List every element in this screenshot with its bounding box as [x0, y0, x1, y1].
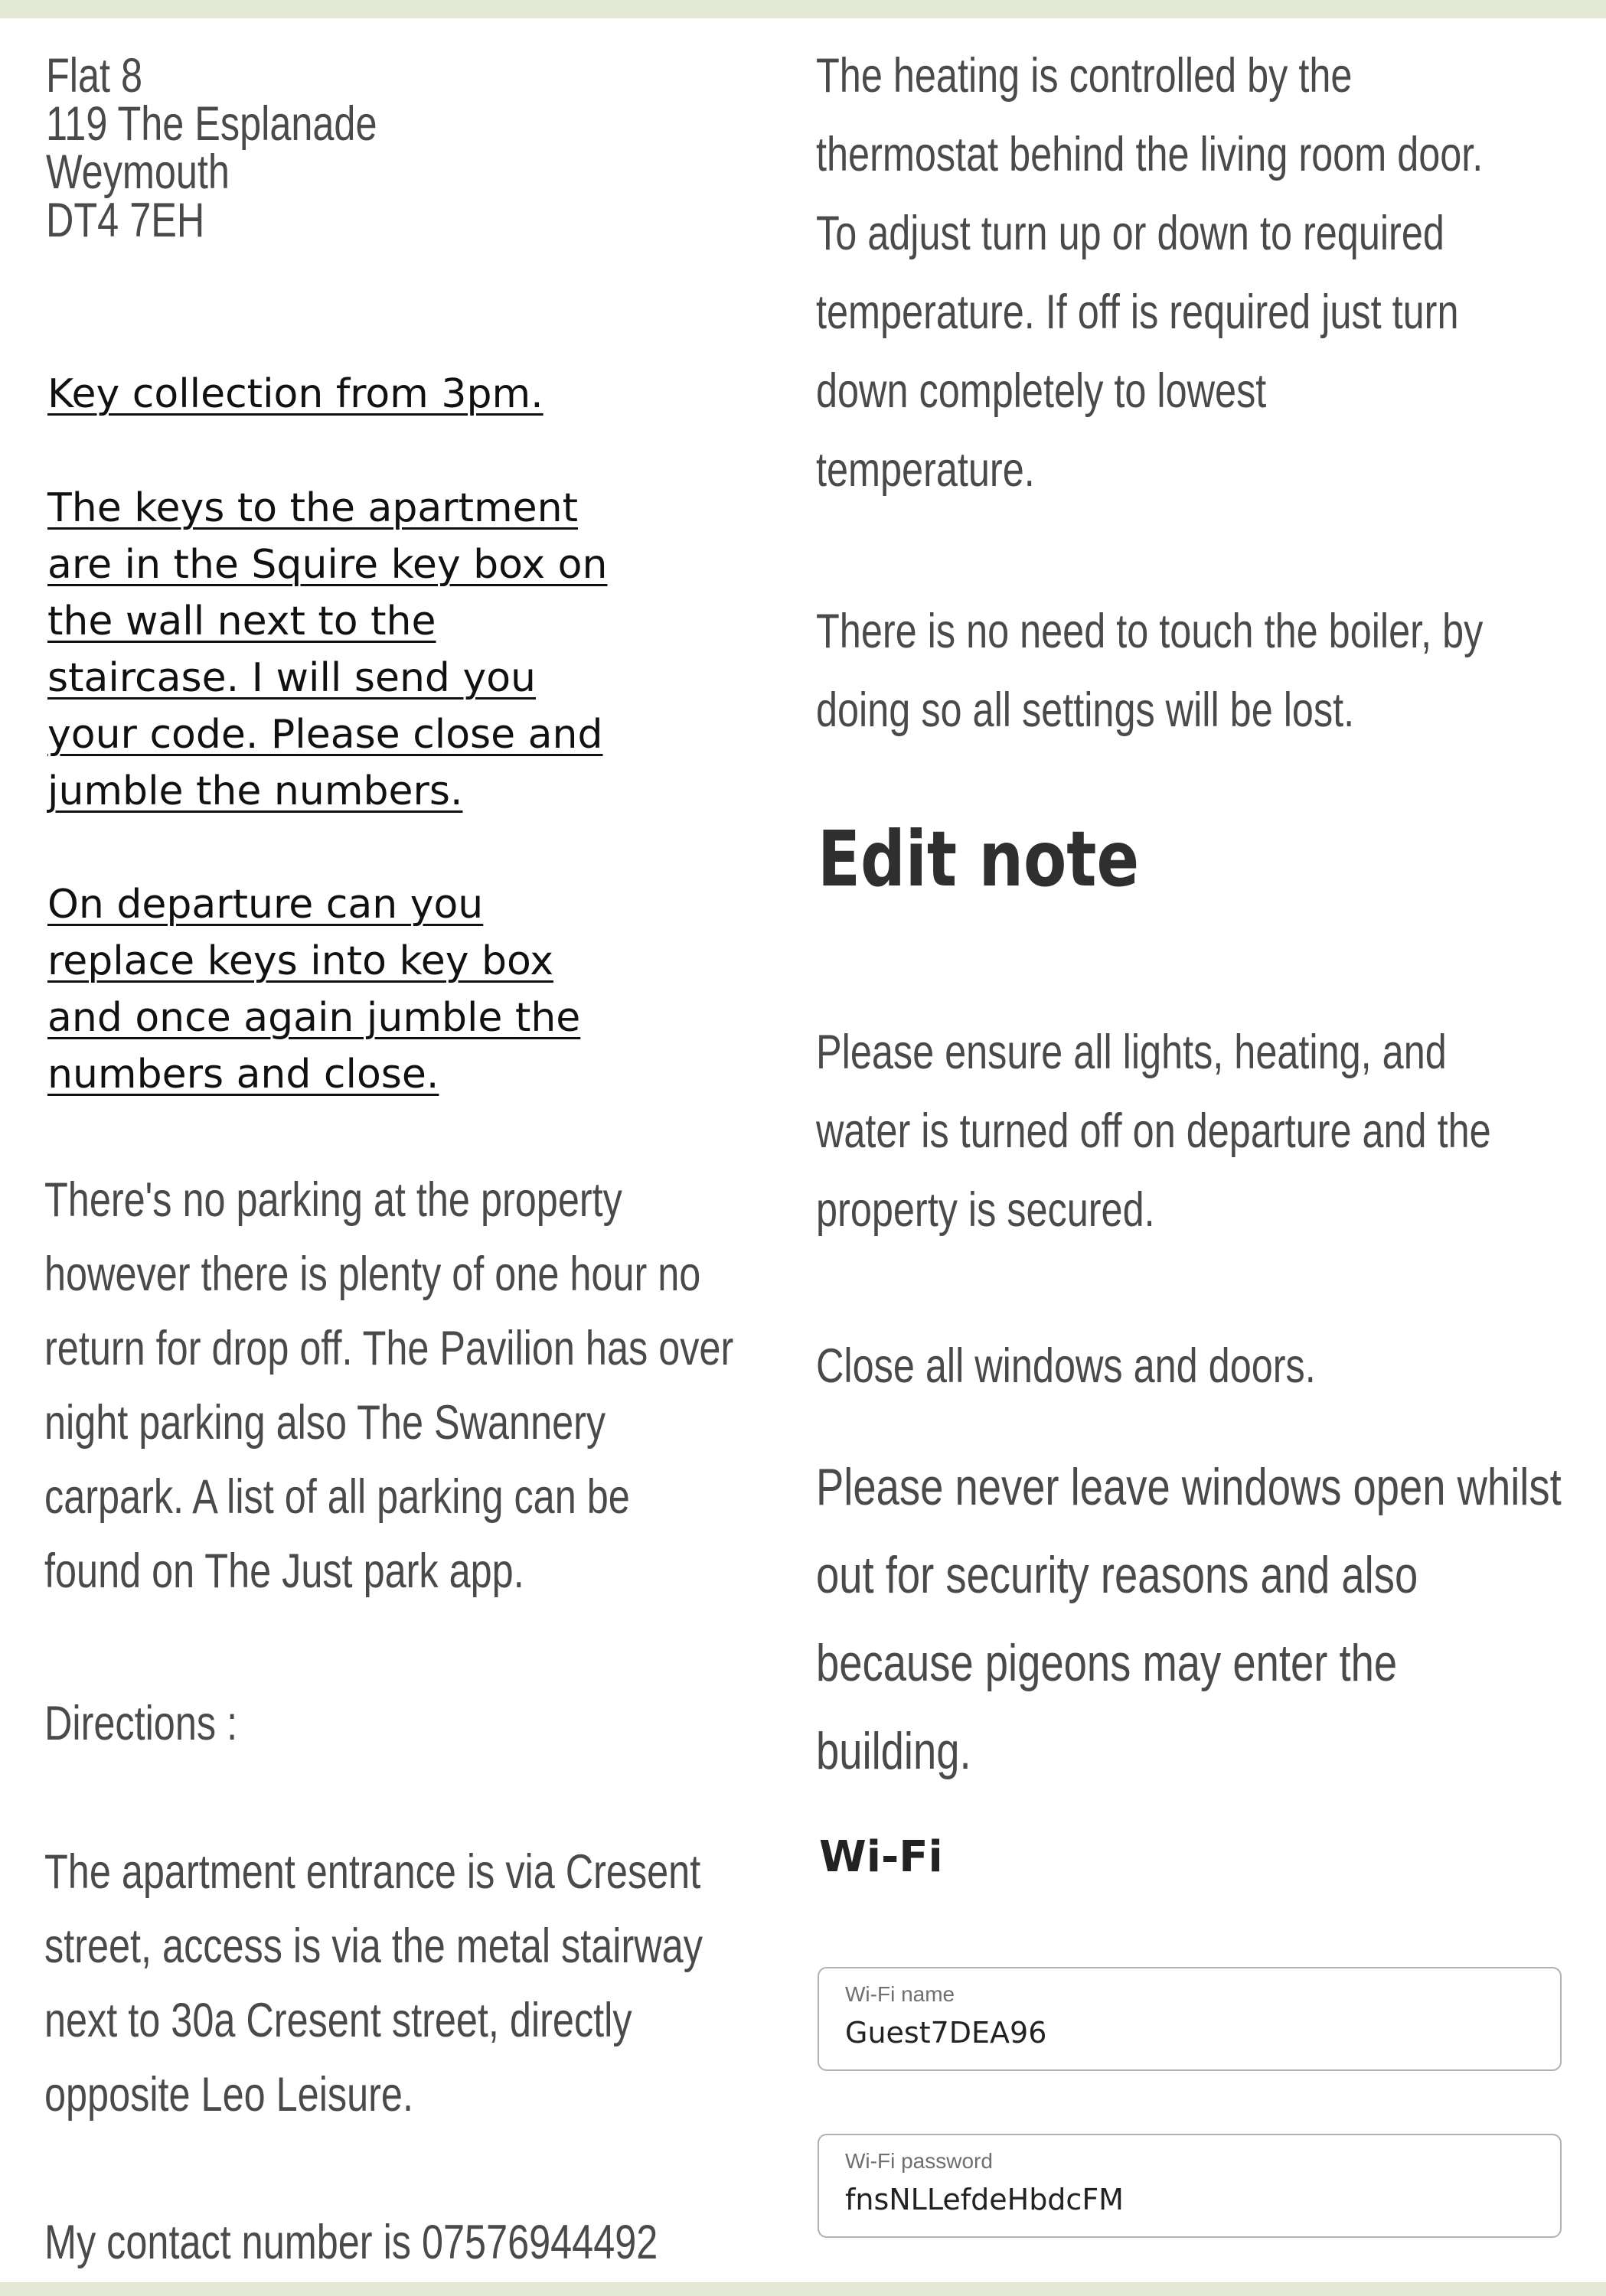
wifi-password-input[interactable] — [845, 2183, 1534, 2216]
security-note — [816, 1443, 1562, 1795]
heating-line: thermostat behind the living room door. — [816, 128, 1484, 181]
wifi-password-label: Wi-Fi password — [845, 2149, 993, 2173]
heating-info — [816, 37, 1483, 510]
parking-line: however there is plenty of one hour no — [44, 1247, 701, 1301]
parking-line: found on The Just park app. — [44, 1544, 524, 1598]
close-windows-note: Close all windows and doors. — [816, 1339, 1316, 1393]
parking-info — [44, 1163, 733, 1609]
directions-line: opposite Leo Leisure. — [44, 2068, 413, 2122]
directions-label: Directions : — [44, 1697, 238, 1750]
key-instructions-line: The keys to the apartment — [47, 485, 578, 531]
security-line: because pigeons may enter the — [816, 1634, 1398, 1692]
contact-number: My contact number is 07576944492 — [44, 2216, 658, 2269]
wifi-heading: Wi-Fi — [819, 1832, 943, 1882]
departure-checklist-line: property is secured. — [816, 1183, 1155, 1237]
right-panel — [770, 18, 1606, 2282]
wifi-name-label: Wi-Fi name — [845, 1982, 955, 2006]
security-line: building. — [816, 1722, 971, 1780]
directions-line: street, access is via the metal stairway — [44, 1919, 703, 1973]
wifi-password-field[interactable] — [818, 2134, 1562, 2238]
departure-line: replace keys into key box — [47, 938, 553, 984]
security-line: Please never leave windows open whilst — [816, 1458, 1562, 1516]
heating-line: temperature. — [816, 443, 1035, 497]
key-collection-heading: Key collection from 3pm. — [47, 371, 543, 417]
boiler-info — [816, 592, 1483, 750]
parking-line: carpark. A list of all parking can be — [44, 1470, 630, 1524]
departure-instructions — [47, 876, 580, 1103]
address-line: Flat 8 — [46, 49, 143, 103]
key-instructions-line: staircase. I will send you — [47, 655, 537, 701]
parking-line: return for drop off. The Pavilion has over — [44, 1322, 734, 1375]
address-block — [46, 49, 377, 247]
security-line: out for security reasons and also — [816, 1546, 1418, 1604]
wifi-name-field[interactable] — [818, 1967, 1562, 2071]
edit-note-title: Edit note — [818, 814, 1140, 904]
departure-checklist-line: Please ensure all lights, heating, and — [816, 1026, 1447, 1079]
heating-line: The heating is controlled by the — [816, 49, 1353, 103]
heating-line: To adjust turn up or down to required — [816, 207, 1444, 260]
directions-line: The apartment entrance is via Cresent — [44, 1845, 701, 1899]
heating-line: down completely to lowest — [816, 364, 1267, 418]
address-line: DT4 7EH — [46, 194, 205, 247]
departure-line: and once again jumble the — [47, 995, 581, 1041]
wifi-name-input[interactable] — [845, 2016, 1534, 2050]
key-instructions-line: your code. Please close and — [47, 712, 603, 758]
key-instructions-line: are in the Squire key box on — [47, 542, 608, 588]
departure-line: On departure can you — [47, 882, 484, 928]
key-instructions-line: the wall next to the — [47, 598, 436, 644]
address-line: 119 The Esplanade — [46, 97, 377, 151]
departure-line: numbers and close. — [47, 1052, 439, 1097]
key-instructions — [47, 480, 607, 820]
boiler-line: doing so all settings will be lost. — [816, 683, 1355, 737]
left-panel — [0, 18, 770, 2282]
parking-line: There's no parking at the property — [44, 1173, 622, 1227]
departure-checklist — [816, 1013, 1491, 1250]
directions-text — [44, 1835, 703, 2132]
heating-line: temperature. If off is required just turn — [816, 285, 1459, 339]
departure-checklist-line: water is turned off on departure and the — [816, 1104, 1491, 1158]
directions-line: next to 30a Cresent street, directly — [44, 1994, 632, 2047]
key-instructions-line: jumble the numbers. — [47, 768, 463, 814]
address-line: Weymouth — [46, 145, 230, 199]
boiler-line: There is no need to touch the boiler, by — [816, 605, 1484, 658]
parking-line: night parking also The Swannery — [44, 1396, 606, 1450]
